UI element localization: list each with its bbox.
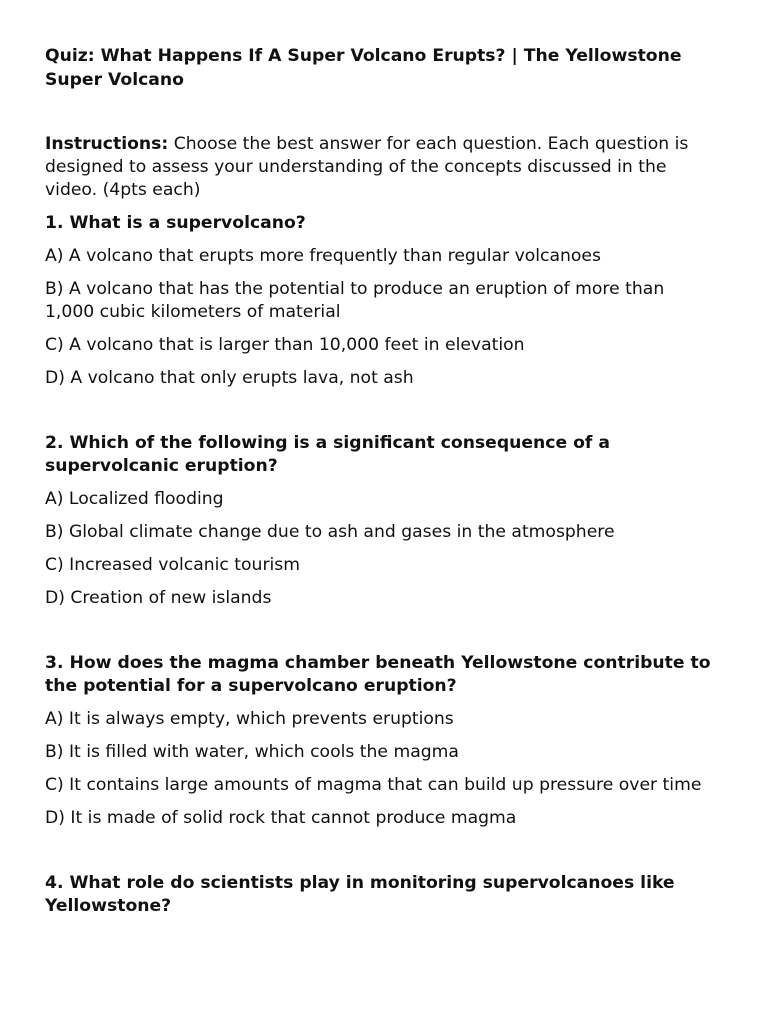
answer-option: D) It is made of solid rock that cannot produce magma [45,808,517,828]
instructions [45,133,715,202]
question-text: 4. What role do scientists play in monitoring supervolcanoes like Yellowstone? [45,873,675,916]
document-page [45,45,715,918]
answer-option: B) A volcano that has the potential to produce an eruption of more than 1,000 cubic kilometers of material [45,279,665,322]
answer-option: D) A volcano that only erupts lava, not ash [45,368,414,388]
question-3 [45,652,715,830]
answer-option: C) A volcano that is larger than 10,000 feet in elevation [45,335,525,355]
instructions-text: Choose the best answer for each question. Each question is designed to assess your understanding of the concepts discussed in the video. (4pts each) [45,134,689,200]
question-text: 1. What is a supervolcano? [45,213,306,233]
question-1 [45,212,715,390]
answer-option: C) It contains large amounts of magma that can build up pressure over time [45,775,702,795]
answer-option: A) Localized flooding [45,489,224,509]
instructions-label: Instructions: [45,134,169,154]
answer-option: B) It is filled with water, which cools the magma [45,742,459,762]
answer-option: A) A volcano that erupts more frequently than regular volcanoes [45,246,601,266]
question-text: 2. Which of the following is a significant consequence of a supervolcanic eruption? [45,433,610,476]
answer-option: B) Global climate change due to ash and gases in the atmosphere [45,522,615,542]
answer-option: D) Creation of new islands [45,588,272,608]
question-text: 3. How does the magma chamber beneath Yellowstone contribute to the potential for a supervolcano eruption? [45,653,711,696]
question-4 [45,872,715,918]
answer-option: C) Increased volcanic tourism [45,555,300,575]
question-2 [45,432,715,610]
document-title: Quiz: What Happens If A Super Volcano Erupts? | The Yellowstone Super Volcano [45,46,682,90]
answer-option: A) It is always empty, which prevents eruptions [45,709,454,729]
